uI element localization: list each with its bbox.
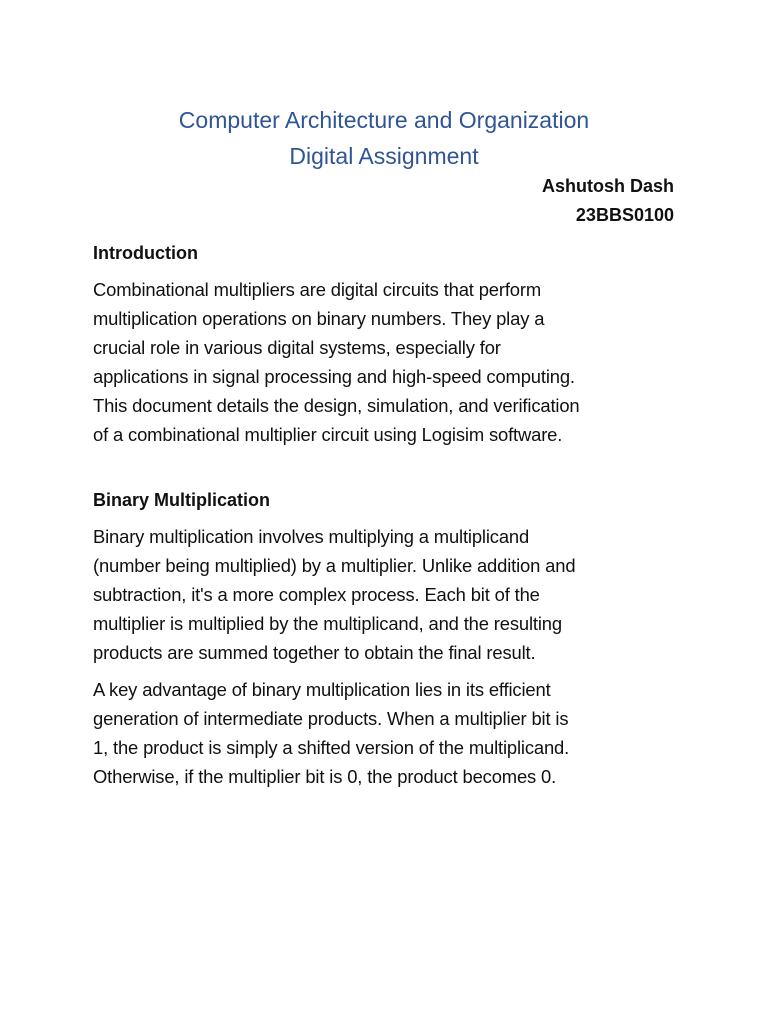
- text-line: This document details the design, simulation, and verification: [93, 395, 580, 416]
- paragraph-binary-multiplication-1: [93, 522, 683, 667]
- document-body: [93, 239, 683, 791]
- text-line: 1, the product is simply a shifted version of the multiplicand.: [93, 737, 570, 758]
- text-line: Combinational multipliers are digital circuits that perform: [93, 279, 542, 300]
- paragraph-introduction: [93, 275, 683, 449]
- text-line: subtraction, it's a more complex process. Each bit of the: [93, 584, 540, 605]
- title-line-2: Digital Assignment: [289, 143, 479, 169]
- text-line: products are summed together to obtain the final result.: [93, 642, 536, 663]
- section-heading-introduction: Introduction: [93, 243, 198, 263]
- paragraph-binary-multiplication-2: [93, 675, 683, 791]
- text-line: of a combinational multiplier circuit using Logisim software.: [93, 424, 563, 445]
- text-line: multiplier is multiplied by the multiplicand, and the resulting: [93, 613, 562, 634]
- author-info: [542, 172, 674, 230]
- text-line: applications in signal processing and high-speed computing.: [93, 366, 575, 387]
- text-line: A key advantage of binary multiplication lies in its efficient: [93, 679, 551, 700]
- text-line: generation of intermediate products. When a multiplier bit is: [93, 708, 569, 729]
- text-line: (number being multiplied) by a multiplier. Unlike addition and: [93, 555, 576, 576]
- document-title: [0, 102, 768, 174]
- text-line: multiplication operations on binary numbers. They play a: [93, 308, 545, 329]
- title-line-1: Computer Architecture and Organization: [178, 107, 590, 133]
- section-heading-binary-multiplication: Binary Multiplication: [93, 490, 271, 510]
- author-id: 23BBS0100: [575, 205, 674, 225]
- author-name: Ashutosh Dash: [541, 176, 674, 196]
- text-line: Otherwise, if the multiplier bit is 0, the product becomes 0.: [93, 766, 557, 787]
- text-line: Binary multiplication involves multiplying a multiplicand: [93, 526, 530, 547]
- text-line: crucial role in various digital systems, especially for: [93, 337, 501, 358]
